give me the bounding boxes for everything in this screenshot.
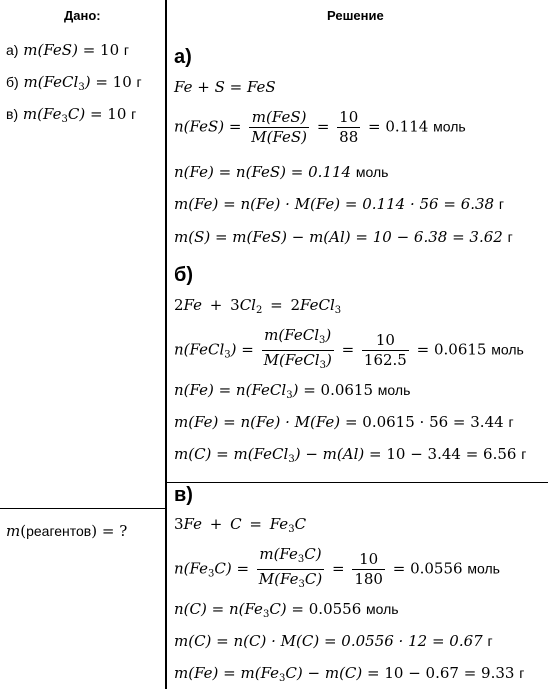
given-c: в) $m(Fe_3C) = 10$ г [6,105,137,125]
reaction-b: $2Fe + 3Cl_2$ = 2FeCl$_3$ [174,296,342,316]
n-fecl3-eq: n(FeCl$_3$) = $\frac{m(FeCl_3)}{M(FeCl_3)}$ = $\frac{10}{162.5}$ = 0.0615 моль [174,326,524,371]
m-c-eq-c: m(C) = n(C) · M(C) = 0.0556 · 12 = 0.67 г [174,632,493,650]
m-fe-eq-a: m(Fe) = n(Fe) · M(Fe) = 0.114 · 56 = 6.38 г [174,195,504,213]
solution-header: Решение [327,8,384,23]
m-fe-eq-b: m(Fe) = n(Fe) · M(Fe) = 0.0615 · 56 = 3.44 г [174,413,514,431]
column-divider [165,0,167,689]
given-b: б) m(FeCl$_3$) = 10 г [6,73,142,93]
n-fe-eq-b: n(Fe) = n(FeCl$_3$) = 0.0615 моль [174,381,411,401]
m-s-eq-a: m(S) = m(FeS) − m(Al) = 10 − 6.38 = 3.62 г [174,228,513,246]
part-b-label: б) [174,264,194,286]
m-c-eq-b: m(C) = m(FeCl$_3$) − m(Al) = 10 − 3.44 = 6.56 г [174,445,527,465]
reaction-a: Fe + S = FeS [174,78,276,96]
given-find-divider [0,508,166,509]
n-fe3c-eq: $n(Fe_3C)$ = $\frac{m(Fe_3C)}{M(Fe_3C)}$ = $\frac{10}{180}$ = 0.0556 моль [174,545,500,590]
given-a: а) m(FeS) = 10 г [6,41,130,59]
find-line: m(реагентов) = ? [6,522,128,540]
part-c-label: в) [174,484,193,506]
part-a-label: а) [174,46,192,68]
n-fe-eq-a: n(Fe) = n(FeS) = 0.114 моль [174,163,389,181]
given-header: Дано: [64,8,101,23]
reaction-c: $3Fe + C = Fe_3C$ [174,515,307,535]
n-c-eq-c: $n(C) = n(Fe_3C) = 0.0556$ моль [174,600,399,620]
n-fes-eq: n(FeS) = $\frac{\text{m(FeS)}}{\text{M(FeS)}}$ = $\frac{10}{88}$ = 0.114 моль [174,108,466,146]
part-c-divider [166,482,548,483]
m-fe-eq-c: $m(Fe) = m(Fe_3C) - m(C) = 10 - 0.67 = 9.33$ г [174,664,525,684]
